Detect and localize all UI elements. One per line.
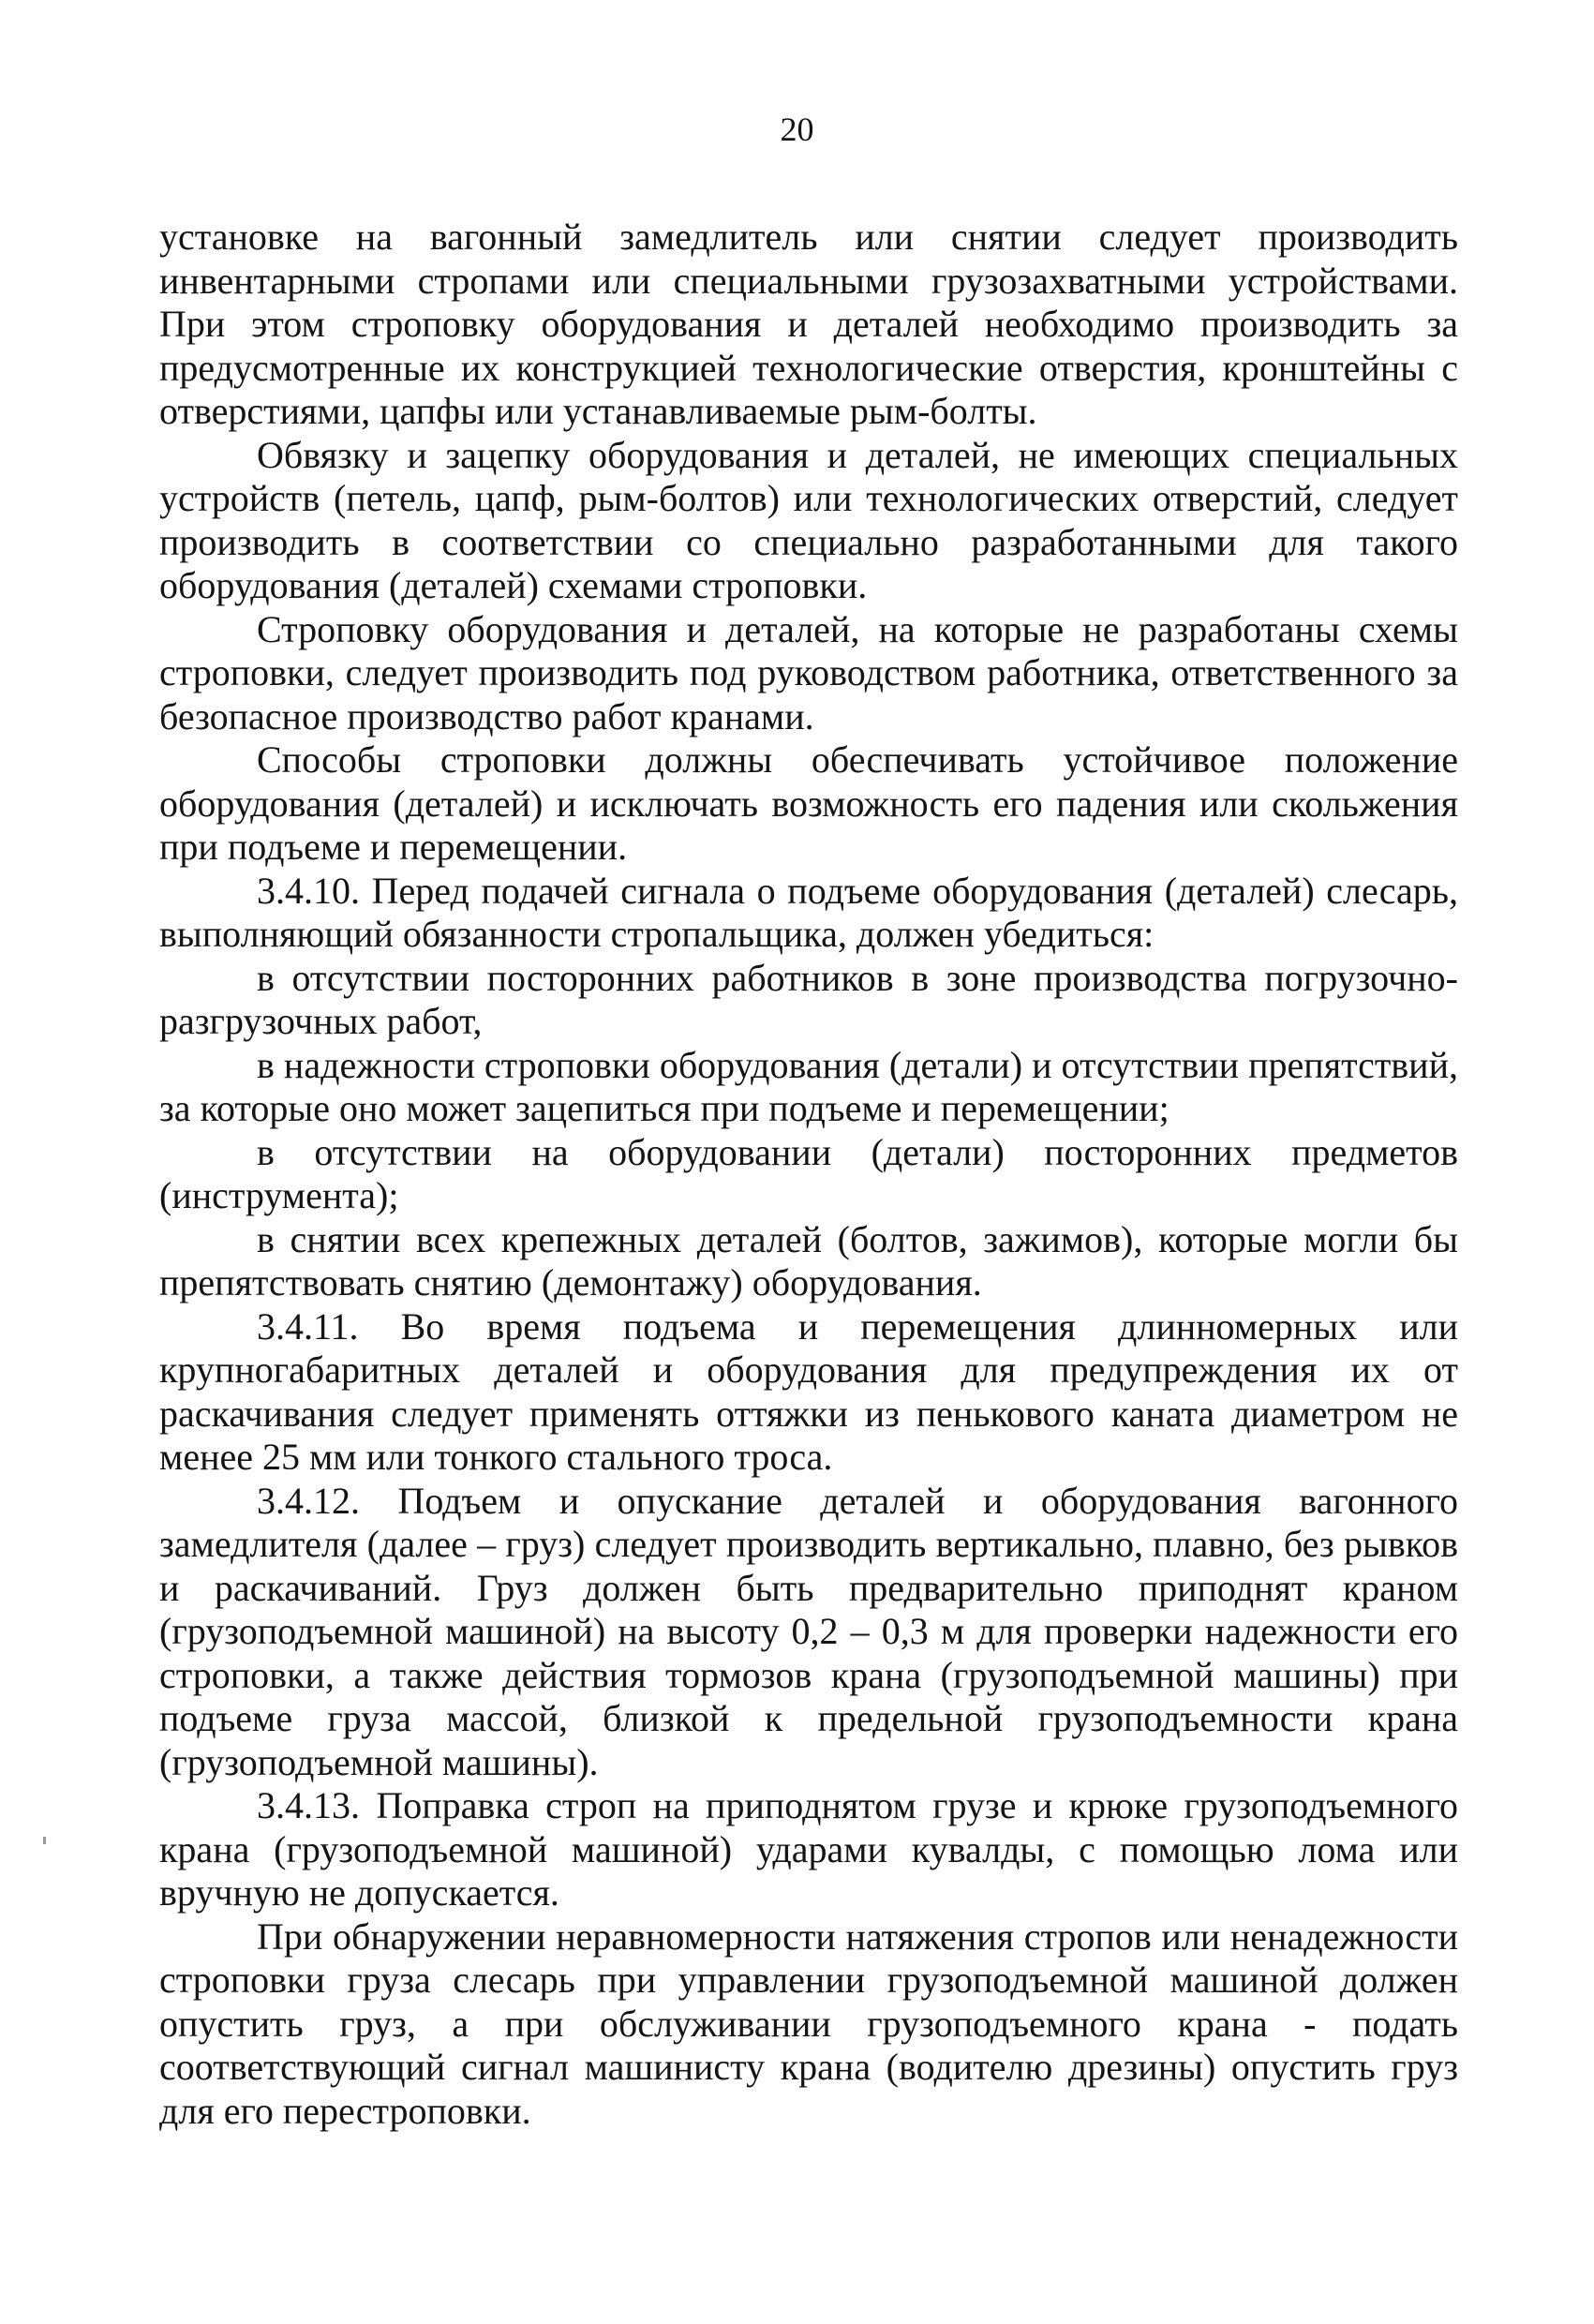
paragraph-tying-and-hooking: Обвязку и зацепку оборудования и деталей, не имеющих специальных устройств (петель, цапф, рым-болтов) или технологических отверстий, следует производить в соответствии со специально разработанными для такого оборудования (деталей) схемами строповки. [159, 433, 1458, 606]
scan-margin-mark [43, 1837, 46, 1844]
paragraph-continuation: установке на вагонный замедлитель или снятии следует производить инвентарными стропами или специальными грузозахватными устройствами. При этом строповку оборудования и деталей необходимо производить за предусмотренные их конструкцией технологические отверстия, кронштейны с отверстиями, цапфы или устанавливаемые рым-болты. [159, 216, 1458, 432]
list-item-fasteners-removed: в снятии всех крепежных деталей (болтов, зажимов), которые могли бы препятствовать снятию (демонтажу) оборудования. [159, 1217, 1458, 1304]
document-body [159, 216, 1458, 2133]
list-item-reliable-slinging: в надежности строповки оборудования (детали) и отсутствии препятствий, за которые оно может зацепиться при подъеме и перемещении; [159, 1043, 1458, 1129]
paragraph-3-4-12: 3.4.12. Подъем и опускание деталей и оборудования вагонного замедлителя (далее – груз) следует производить вертикально, плавно, без рывков и раскачиваний. Груз должен быть предварительно приподнят краном (грузоподъемной машиной) на высоту 0,2 – 0,3 м для проверки надежности его строповки, а также действия тормозов крана (грузоподъемной машины) при подъеме груза массой, близкой к предельной грузоподъемности крана (грузоподъемной машины). [159, 1479, 1458, 1783]
paragraph-slinging-methods: Способы строповки должны обеспечивать устойчивое положение оборудования (деталей) и исключать возможность его падения или скольжения при подъеме и перемещении. [159, 738, 1458, 868]
paragraph-3-4-13: 3.4.13. Поправка строп на приподнятом грузе и крюке грузоподъемного крана (грузоподъемной машиной) ударами кувалды, с помощью лома или вручную не допускается. [159, 1784, 1458, 1914]
paragraph-3-4-11: 3.4.11. Во время подъема и перемещения длинномерных или крупногабаритных деталей и оборудования для предупреждения их от раскачивания следует применять оттяжки из пенькового каната диаметром не менее 25 мм или тонкого стального троса. [159, 1304, 1458, 1478]
list-item-no-foreign-objects: в отсутствии на оборудовании (детали) посторонних предметов (инструмента); [159, 1130, 1458, 1216]
paragraph-3-4-10: 3.4.10. Перед подачей сигнала о подъеме оборудования (деталей) слесарь, выполняющий обязанности стропальщика, должен убедиться: [159, 869, 1458, 955]
paragraph-supervised-slinging: Строповку оборудования и деталей, на которые не разработаны схемы строповки, следует производить под руководством работника, ответственного за безопасное производство работ кранами. [159, 607, 1458, 737]
page-number: 20 [780, 111, 814, 148]
paragraph-uneven-tension: При обнаружении неравномерности натяжения стропов или ненадежности строповки груза слесарь при управлении грузоподъемной машиной должен опустить груз, а при обслуживании грузоподъемного крана - подать соответствующий сигнал машинисту крана (водителю дрезины) опустить груз для его перестроповки. [159, 1914, 1458, 2132]
list-item-no-outsiders: в отсутствии посторонних работников в зоне производства погрузочно-разгрузочных работ, [159, 956, 1458, 1042]
